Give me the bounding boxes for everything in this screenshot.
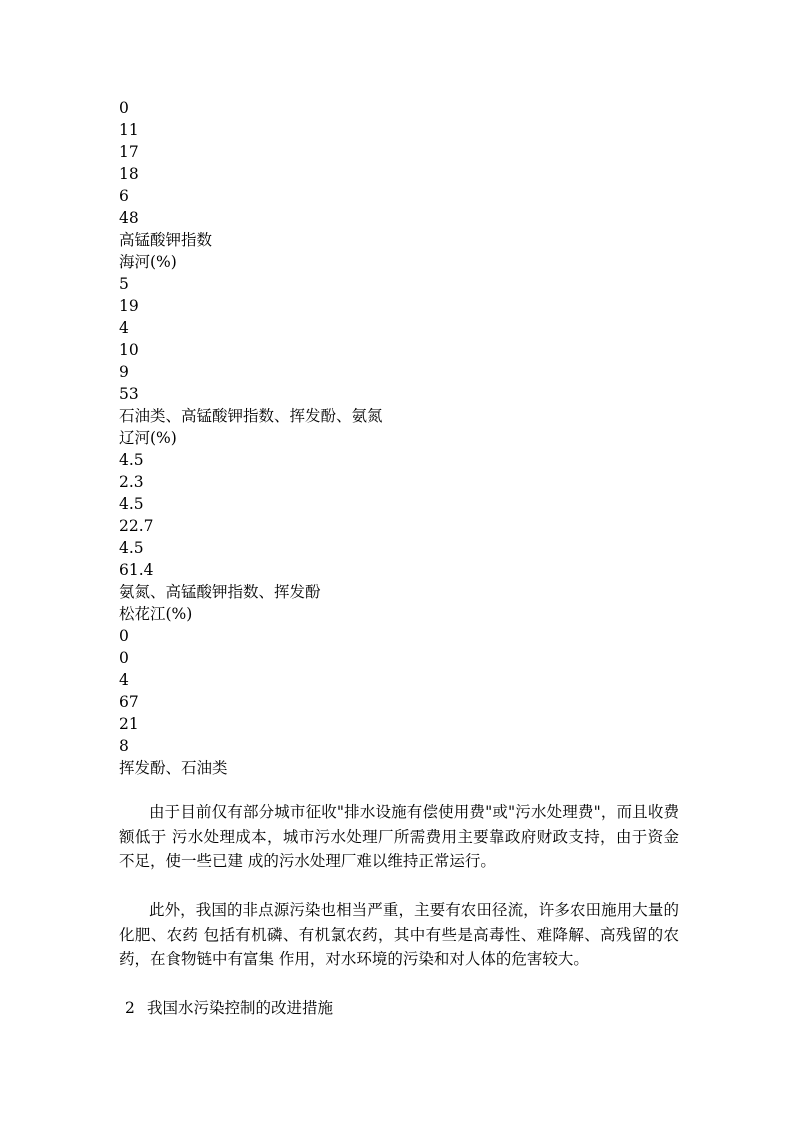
table-cell: 4 xyxy=(119,671,129,689)
section-title: 我国水污染控制的改进措施 xyxy=(147,999,334,1017)
table-cell: 0 xyxy=(119,99,129,117)
table-cell: 石油类、高锰酸钾指数、挥发酚、氨氮 xyxy=(119,407,383,425)
table-cell: 0 xyxy=(119,649,129,667)
table-cell: 5 xyxy=(119,275,129,293)
table-cell: 氨氮、高锰酸钾指数、挥发酚 xyxy=(119,583,321,601)
section-number: 2 xyxy=(125,999,135,1017)
table-cell-river-name: 辽河(%) xyxy=(119,429,177,447)
table-cell: 高锰酸钾指数 xyxy=(119,231,213,249)
table-cell: 4.5 xyxy=(119,495,144,513)
table-cell: 挥发酚、石油类 xyxy=(119,759,228,777)
table-cell: 8 xyxy=(119,737,129,755)
body-paragraph: 由于目前仅有部分城市征收"排水设施有偿使用费"或"污水处理费"，而且收费额低于 污水处理成本，城市污水处理厂所需费用主要靠政府财政支持，由于资金不足，使一些已建 成的污水处理厂难以维持正常运行。 xyxy=(119,803,679,870)
table-cell: 18 xyxy=(119,165,139,183)
table-cell: 22.7 xyxy=(119,517,154,535)
table-cell: 21 xyxy=(119,715,139,733)
table-cell-river-name: 海河(%) xyxy=(119,253,177,271)
table-cell: 4.5 xyxy=(119,451,144,469)
table-cell-river-name: 松花江(%) xyxy=(119,605,193,623)
table-cell: 4 xyxy=(119,319,129,337)
table-cell: 53 xyxy=(119,385,139,403)
section-heading xyxy=(125,996,333,1021)
table-cell: 0 xyxy=(119,627,129,645)
table-cell: 6 xyxy=(119,187,129,205)
table-cell-list xyxy=(119,97,679,779)
table-cell: 48 xyxy=(119,209,139,227)
table-cell: 2.3 xyxy=(119,473,144,491)
table-cell: 67 xyxy=(119,693,139,711)
body-paragraph: 此外，我国的非点源污染也相当严重，主要有农田径流，许多农田施用大量的化肥、农药 包括有机磷、有机氯农药，其中有些是高毒性、难降解、高残留的农药，在食物链中有富集 作用，对水环境的污染和对人体的危害较大。 xyxy=(119,901,679,968)
table-cell: 17 xyxy=(119,143,139,161)
table-cell: 4.5 xyxy=(119,539,144,557)
table-cell: 61.4 xyxy=(119,561,154,579)
table-cell: 19 xyxy=(119,297,139,315)
table-cell: 9 xyxy=(119,363,129,381)
table-cell: 11 xyxy=(119,121,139,139)
table-cell: 10 xyxy=(119,341,139,359)
